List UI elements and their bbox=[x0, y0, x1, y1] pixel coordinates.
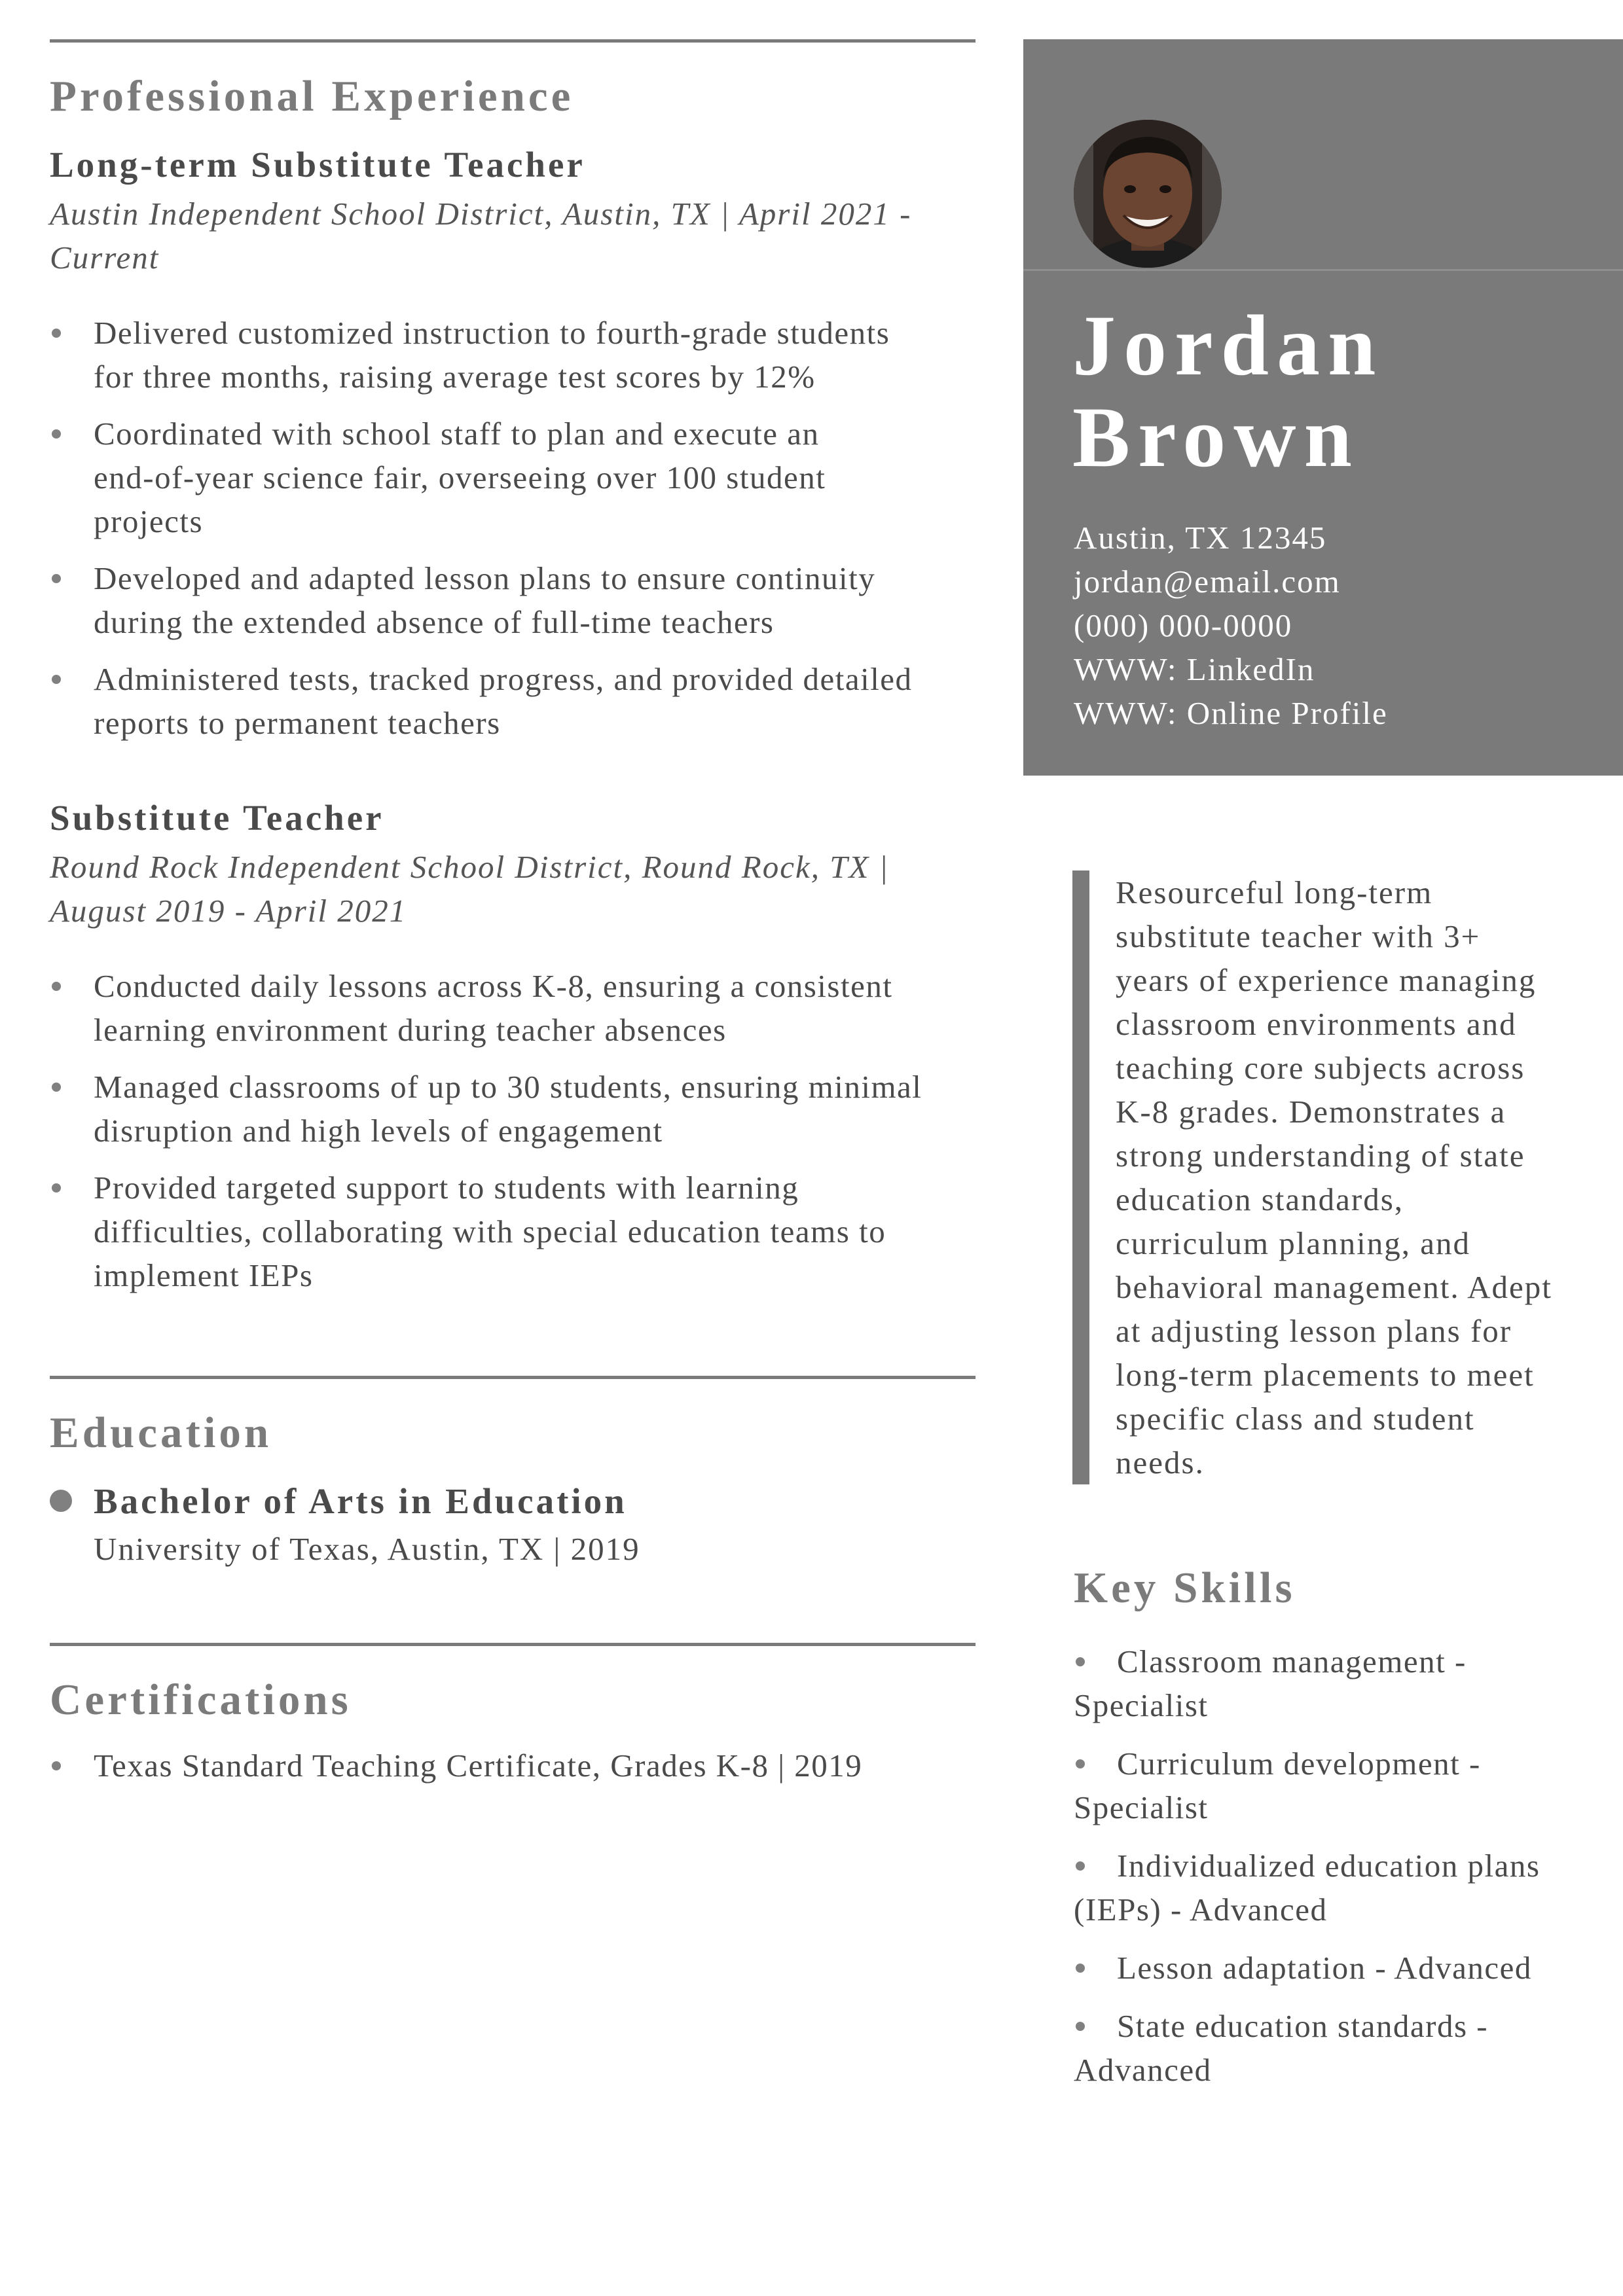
skill-item bbox=[1074, 1742, 1584, 1829]
bullet-dot-icon bbox=[52, 982, 61, 991]
skill-line: (IEPs) - Advanced bbox=[1074, 1892, 1328, 1928]
job-entry bbox=[50, 797, 976, 1297]
job-meta bbox=[50, 845, 976, 933]
bullet-dot-icon bbox=[1076, 1657, 1085, 1666]
bullet-line: Coordinated with school staff to plan and execute an bbox=[94, 416, 820, 452]
bullet-dot-icon bbox=[1076, 2022, 1085, 2031]
job-title: Substitute Teacher bbox=[50, 798, 384, 838]
first-name: Jordan bbox=[1072, 297, 1384, 393]
job-title: Long-term Substitute Teacher bbox=[50, 145, 585, 185]
job-meta bbox=[50, 192, 976, 279]
job-bullets bbox=[50, 964, 976, 1297]
bullet-item bbox=[50, 412, 976, 543]
bullet-item bbox=[50, 1166, 976, 1297]
summary-line: substitute teacher with 3+ bbox=[1116, 918, 1481, 954]
bullet-item bbox=[50, 311, 976, 399]
summary-line: teaching core subjects across bbox=[1116, 1050, 1525, 1086]
skill-line: Individualized education plans bbox=[1117, 1848, 1541, 1884]
bullet-line: Managed classrooms of up to 30 students, ensuring minimal bbox=[94, 1069, 922, 1105]
candidate-name bbox=[1072, 297, 1384, 485]
bullet-dot-icon bbox=[52, 329, 61, 338]
website-link[interactable]: WWW: Online Profile bbox=[1074, 695, 1388, 731]
certification-item bbox=[50, 1744, 976, 1787]
skills-heading: Key Skills bbox=[1074, 1564, 1296, 1612]
summary-line: classroom environments and bbox=[1116, 1006, 1517, 1042]
bullet-line: Developed and adapted lesson plans to ensure continuity bbox=[94, 560, 876, 596]
summary-line: curriculum planning, and bbox=[1116, 1225, 1470, 1261]
summary-line: years of experience managing bbox=[1116, 962, 1537, 998]
bullet-line: reports to permanent teachers bbox=[94, 705, 501, 741]
bullet-line: Provided targeted support to students with learning bbox=[94, 1170, 799, 1206]
section-divider bbox=[50, 39, 976, 43]
contact-info bbox=[1074, 516, 1388, 735]
bullet-line: for three months, raising average test scores by 12% bbox=[94, 359, 816, 395]
education-entry bbox=[50, 1480, 976, 1571]
skill-item bbox=[1074, 1640, 1584, 1727]
bullet-line: learning environment during teacher absences bbox=[94, 1012, 727, 1048]
bullet-dot-icon bbox=[1076, 1861, 1085, 1871]
bullet-line: Administered tests, tracked progress, and provided detailed bbox=[94, 661, 913, 697]
email-link[interactable]: jordan@email.com bbox=[1074, 564, 1341, 600]
bullet-dot-icon bbox=[50, 1490, 72, 1512]
bullet-line: Conducted daily lessons across K-8, ensuring a consistent bbox=[94, 968, 893, 1004]
bullet-dot-icon bbox=[1076, 1964, 1085, 1973]
bullet-line: during the extended absence of full-time teachers bbox=[94, 604, 775, 640]
bullet-dot-icon bbox=[52, 429, 61, 439]
education-heading: Education bbox=[50, 1408, 272, 1457]
skill-line: Specialist bbox=[1074, 1687, 1209, 1723]
skill-line: Curriculum development - bbox=[1117, 1746, 1481, 1782]
summary-line: Resourceful long-term bbox=[1116, 874, 1433, 910]
certification-text: Texas Standard Teaching Certificate, Grades K-8 | 2019 bbox=[94, 1748, 863, 1784]
skill-line: Lesson adaptation - Advanced bbox=[1117, 1950, 1532, 1986]
section-divider bbox=[50, 1376, 976, 1379]
job-meta-line: Current bbox=[50, 240, 160, 276]
last-name: Brown bbox=[1072, 389, 1360, 485]
phone-number: (000) 000-0000 bbox=[1074, 607, 1293, 643]
section-divider bbox=[50, 1643, 976, 1646]
skills-list bbox=[1074, 1640, 1584, 2106]
certifications-heading: Certifications bbox=[50, 1676, 352, 1724]
bullet-dot-icon bbox=[1076, 1759, 1085, 1768]
bullet-dot-icon bbox=[52, 1183, 61, 1193]
job-entry bbox=[50, 144, 976, 745]
job-meta-line: August 2019 - April 2021 bbox=[50, 893, 407, 929]
school-line: University of Texas, Austin, TX | 2019 bbox=[94, 1531, 640, 1567]
skill-item bbox=[1074, 1946, 1584, 1990]
job-meta-line: Round Rock Independent School District, Round Rock, TX | bbox=[50, 849, 890, 885]
summary-line: needs. bbox=[1116, 1444, 1205, 1480]
experience-heading: Professional Experience bbox=[50, 72, 574, 120]
degree-title: Bachelor of Arts in Education bbox=[94, 1481, 627, 1521]
skill-line: Advanced bbox=[1074, 2052, 1212, 2088]
skill-item bbox=[1074, 2004, 1584, 2092]
skill-line: Classroom management - bbox=[1117, 1643, 1467, 1679]
summary-line: behavioral management. Adept bbox=[1116, 1269, 1552, 1305]
panel-divider bbox=[1023, 269, 1623, 271]
bullet-item bbox=[50, 556, 976, 644]
summary-line: K-8 grades. Demonstrates a bbox=[1116, 1094, 1506, 1130]
bullet-item bbox=[50, 1065, 976, 1153]
bullet-line: difficulties, collaborating with special education teams to bbox=[94, 1213, 886, 1249]
bullet-line: end-of-year science fair, overseeing over 100 student bbox=[94, 459, 826, 495]
bullet-item bbox=[50, 964, 976, 1052]
summary-line: education standards, bbox=[1116, 1181, 1404, 1217]
profile-panel bbox=[1023, 39, 1623, 776]
skill-line: State education standards - bbox=[1117, 2008, 1489, 2044]
linkedin-link[interactable]: WWW: LinkedIn bbox=[1074, 651, 1315, 687]
professional-summary bbox=[1072, 870, 1623, 1484]
bullet-dot-icon bbox=[52, 574, 61, 583]
certification-list bbox=[50, 1744, 976, 1787]
bullet-dot-icon bbox=[52, 1761, 61, 1770]
left-column bbox=[50, 39, 976, 1787]
summary-line: strong understanding of state bbox=[1116, 1138, 1525, 1174]
bullet-dot-icon bbox=[52, 1083, 61, 1092]
job-meta-line: Austin Independent School District, Austin, TX | April 2021 - bbox=[50, 196, 912, 232]
bullet-line: projects bbox=[94, 503, 204, 539]
bullet-dot-icon bbox=[52, 675, 61, 684]
avatar-icon bbox=[1074, 120, 1222, 268]
job-bullets bbox=[50, 311, 976, 745]
bullet-line: implement IEPs bbox=[94, 1257, 314, 1293]
skill-line: Specialist bbox=[1074, 1789, 1209, 1825]
address: Austin, TX 12345 bbox=[1074, 520, 1327, 556]
summary-line: at adjusting lesson plans for bbox=[1116, 1313, 1512, 1349]
summary-line: long-term placements to meet bbox=[1116, 1357, 1535, 1393]
profile-photo bbox=[1074, 120, 1222, 268]
bullet-item bbox=[50, 657, 976, 745]
summary-line: specific class and student bbox=[1116, 1401, 1475, 1437]
skill-item bbox=[1074, 1844, 1584, 1931]
bullet-line: Delivered customized instruction to fourth-grade students bbox=[94, 315, 890, 351]
bullet-line: disruption and high levels of engagement bbox=[94, 1113, 663, 1149]
